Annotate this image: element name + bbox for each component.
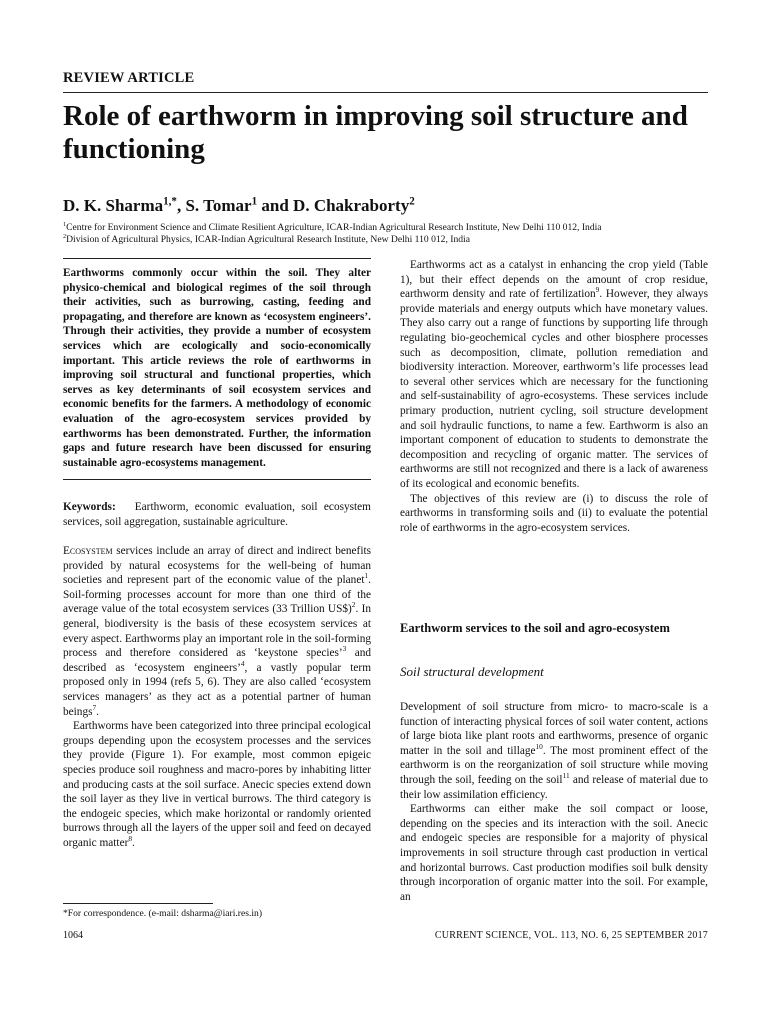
article-title: Role of earthworm in improving soil structure and functioning — [63, 100, 688, 165]
right-column-body-intro — [400, 258, 708, 535]
affiliation-mark: 2 — [409, 195, 415, 208]
affiliation-mark: 1,* — [163, 195, 177, 208]
author-name: D. Chakraborty — [293, 196, 410, 215]
reference-mark: 4 — [240, 658, 245, 668]
left-column-body — [63, 544, 371, 850]
article-page — [63, 0, 708, 1024]
drop-word: Ecosystem — [63, 545, 113, 557]
subsection-heading: Soil structural development — [400, 664, 544, 679]
section-label: REVIEW ARTICLE — [63, 70, 195, 86]
reference-mark: 11 — [562, 771, 570, 781]
paragraph: The objectives of this review are (i) to discuss the role of earthworms in transforming soils and (ii) to evaluate the potential role of earthworms in the agro-ecosystem services. — [400, 492, 708, 534]
reference-mark: 8 — [128, 834, 133, 844]
footnote: *For correspondence. (e-mail: dsharma@iari.res.in) — [63, 908, 263, 919]
affiliation-1 — [63, 222, 602, 234]
reference-mark: 7 — [92, 702, 97, 712]
paragraph: Earthworms have been categorized into three principal ecological groups depending upon the ecosystem processes and the services they provide (Figure 1). For example, most common epigeic species produce soil roughness and macro-pores by inhabiting litter and producing casts at the soil surface. Anecic species extend down the soil layer as they live in vertical burrows. The third category is the endogeic species, which make horizontal or randomly oriented burrows through all the layers of the upper soil and feed on decayed organic matter$^8$. — [63, 720, 371, 849]
section-heading: Earthworm services to the soil and agro-ecosystem — [400, 621, 670, 635]
author-name: S. Tomar — [185, 196, 252, 215]
author-line — [63, 196, 415, 216]
keywords-label: Keywords: — [63, 501, 116, 513]
author-name: D. K. Sharma — [63, 196, 164, 215]
reference-mark: 1 — [364, 571, 369, 581]
correspondence-mark: * — [171, 195, 177, 208]
affiliation-2 — [63, 234, 470, 246]
author-separator: and — [257, 196, 294, 215]
paragraph: Ecosystem services include an array of direct and indirect benefits provided by natural ecosystems for the well-being of human societies and represent part of the economic value of the planet$^1$. Soil-forming processes account for more than one third of the average value of the total ecosystem services (33 Trillion US$)$^2$. In general, biodiversity is the basis of these ecosystem services at every aspect. Earthworms play an important role in the soil-forming process and therefore considered as ‘keystone species’$^3$ and described as ‘ecosystem engineers’$^4$, a vastly popular term proposed only in 1994 (refs 5, 6). They are also called ‘ecosystem services managers’ as they act as a potential partner of human beings$^7$. — [63, 545, 371, 718]
paragraph: Earthworms act as a catalyst in enhancing the crop yield (Table 1), but their effect depends on the amount of crop residue, earthworm density and rate of fertilization$^9$. However, they always provide materials and energy outputs which have monetary values. They also carry out a range of functions by supporting life through regulating bio-geochemical cycles and other biosphere processes such as decomposition, climate, pollution remediation and biodiversity interaction. Moreover, earthworm’s life processes lead to several other services which are necessary for the functioning and self-sustainability of agro-ecosystems. These services include primary production, nutrient cycling, soil structure development and soil hydraulic functions, to name a few. Earthworm is also an important component of education to students to demonstrate the decomposition and recycling of organic matter. The services of earthworms are still not recognized and there is a lack of awareness of its ecological and economic benefits. — [400, 259, 708, 490]
footnote-rule — [63, 903, 213, 904]
paragraph: Earthworms can either make the soil compact or loose, depending on the species and its interaction with the soil. Anecic and endogeic species are responsible for a majority of physical improvements in soil structure through cast production in vertical and horizontal burrows. Cast production modifies soil bulk density through incorporation of organic matter into the soil. For example, an — [400, 803, 708, 903]
affiliation-mark: 2 — [63, 232, 67, 240]
paragraph: Development of soil structure from micro- to macro-scale is a function of interacting physical forces of soil water content, actions of large biota like plant roots and earthworms, presence of organic matter in the soil and tillage$^{10}$. The most prominent effect of the earthworm is on the reorganization of soil structure while moving through the soil, feeding on the soil$^{11}$ and release of material due to their low assimilation efficiency. — [400, 701, 708, 801]
reference-mark: 2 — [351, 600, 356, 610]
right-column-body-structure — [400, 700, 708, 904]
affiliation-text: Centre for Environment Science and Climate Resilient Agriculture, ICAR-Indian Agricultural Research Institute, New Delhi 110 012, India — [66, 222, 602, 233]
keywords — [63, 500, 371, 530]
author-separator: , — [176, 196, 186, 215]
reference-mark: 9 — [595, 285, 600, 295]
affiliation-mark: 1 — [63, 220, 67, 228]
header-rule — [63, 92, 708, 93]
affiliation-mark: 1 — [251, 195, 258, 208]
page-number: 1064 — [63, 930, 83, 941]
reference-mark: 10 — [535, 742, 543, 752]
keywords-text: Earthworm, economic evaluation, soil ecosystem services, soil aggregation, sustainable agriculture. — [63, 501, 371, 528]
reference-mark: 3 — [342, 644, 347, 654]
abstract: Earthworms commonly occur within the soil. They alter physico-chemical and biological regimes of the soil through their activities, such as burrowing, casting, feeding and propagating, and therefore are known as ‘ecosystem engineers’. Through their activities, they provide a number of ecosystem services which are ecologically and socio-economically important. This article reviews the role of earthworms in improving soil structural and functional properties, which serves as key determinants of soil ecosystem services and economic benefits for the farmers. A methodology of economic evaluation of the agro-ecosystem services provided by earthworms has been demonstrated. Further, the information gaps and future research have been discussed for ensuring sustainable agro-ecosystems management. — [63, 258, 371, 480]
journal-citation: CURRENT SCIENCE, VOL. 113, NO. 6, 25 SEPTEMBER 2017 — [434, 930, 708, 941]
affiliation-text: Division of Agricultural Physics, ICAR-Indian Agricultural Research Institute, New Delhi 110 012, India — [66, 234, 470, 245]
